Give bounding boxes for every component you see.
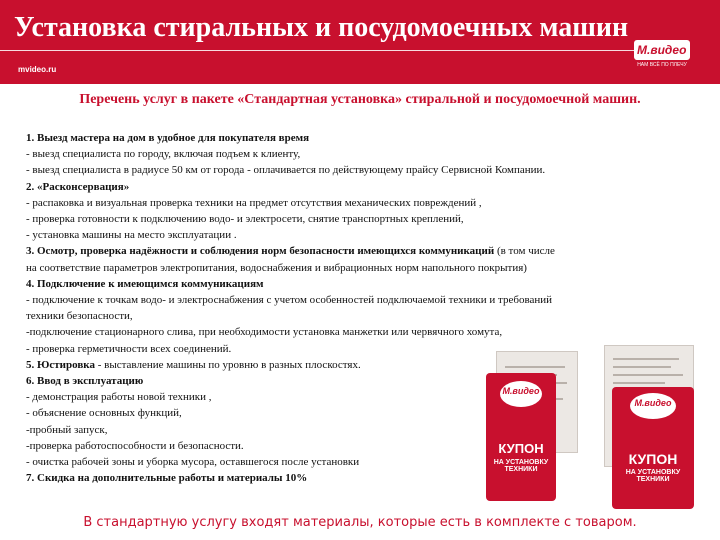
title-underline bbox=[0, 50, 640, 51]
coupon-images bbox=[486, 343, 696, 511]
coupon-title-right: КУПОН bbox=[628, 451, 678, 467]
service-text: - выставление машины по уровню в разных плоскостях. bbox=[94, 358, 361, 371]
service-line bbox=[26, 130, 706, 146]
service-text: техники безопасности, bbox=[26, 310, 133, 323]
service-text: -подключение стационарного слива, при необходимости установка манжетки или червячного хомута, bbox=[26, 326, 503, 339]
service-line bbox=[26, 324, 706, 340]
coupon-logo-right bbox=[630, 393, 676, 419]
footer-note: В стандартную услугу входят материалы, которые есть в комплекте с товаром. bbox=[83, 515, 637, 530]
service-text: - распаковка и визуальная проверка техники на предмет отсутствия механических повреждений , bbox=[26, 196, 482, 209]
service-text: - проверка готовности к подключению водо- и электросети, снятие транспортных креплений, bbox=[26, 213, 464, 226]
service-text: - очистка рабочей зоны и уборка мусора, оставшегося после установки bbox=[26, 456, 360, 469]
service-line bbox=[26, 292, 706, 308]
service-text: - установка машины на место эксплуатации . bbox=[26, 229, 237, 242]
logo-badge bbox=[634, 40, 690, 60]
site-url: mvideo.ru bbox=[18, 65, 57, 74]
brand-logo bbox=[634, 40, 690, 70]
service-text: - выезд специалиста в радиусе 50 км от города - оплачивается по действующему прайсу Сервисной Компании. bbox=[26, 164, 546, 177]
service-line bbox=[26, 179, 706, 195]
service-heading: 2. «Расконсервация» bbox=[26, 180, 130, 193]
coupon-logo-left bbox=[500, 381, 542, 407]
coupon-card-right bbox=[612, 387, 694, 509]
coupon-logo-left-text: М.видео bbox=[502, 386, 540, 396]
coupon-card-left bbox=[486, 373, 556, 501]
services-subtitle: Перечень услуг в пакете «Стандартная установка» стиральной и посудомоечной машин. bbox=[79, 92, 641, 107]
service-text: на соответствие параметров электропитания, водоснабжения и вибрационных норм напольного покрытия) bbox=[26, 261, 527, 274]
service-line bbox=[26, 146, 706, 162]
service-text: - выезд специалиста по городу, включая подъем к клиенту, bbox=[26, 148, 301, 161]
service-line bbox=[26, 211, 706, 227]
service-line bbox=[26, 276, 706, 292]
service-text: - демонстрация работы новой техники , bbox=[26, 391, 212, 404]
service-heading: 3. Осмотр, проверка надёжности и соблюдения норм безопасности имеющихся коммуникаций bbox=[26, 245, 495, 258]
service-line bbox=[26, 162, 706, 178]
service-heading: 5. Юстировка bbox=[26, 358, 95, 371]
logo-tagline: НАМ ВСЁ ПО ПЛЕЧУ bbox=[637, 62, 687, 68]
service-text: -пробный запуск, bbox=[26, 423, 108, 436]
service-line bbox=[26, 308, 706, 324]
service-text: - проверка герметичности всех соединений. bbox=[26, 342, 232, 355]
coupon-subtitle-right: НА УСТАНОВКУ ТЕХНИКИ bbox=[625, 469, 681, 483]
coupon-subtitle-left: НА УСТАНОВКУ ТЕХНИКИ bbox=[493, 459, 549, 473]
coupon-title-left: КУПОН bbox=[498, 441, 544, 456]
service-text: - объяснение основных функций, bbox=[26, 407, 182, 420]
page-title: Установка стиральных и посудомоечных машин bbox=[14, 12, 629, 43]
service-line bbox=[26, 227, 706, 243]
service-heading: 7. Скидка на дополнительные работы и материалы 10% bbox=[26, 472, 308, 485]
service-line bbox=[26, 260, 706, 276]
service-heading: 1. Выезд мастера на дом в удобное для покупателя время bbox=[26, 132, 310, 144]
logo-text: М.видео bbox=[637, 43, 687, 57]
service-line bbox=[26, 195, 706, 211]
service-heading: 4. Подключение к имеющимся коммуникациям bbox=[26, 277, 264, 290]
service-text: - подключение к точкам водо- и электроснабжения с учетом особенностей подключаемой техники и требований bbox=[26, 294, 553, 307]
service-text: -проверка работоспособности и безопасности. bbox=[26, 439, 244, 452]
coupon-logo-right-text: М.видео bbox=[634, 398, 672, 408]
header-bar bbox=[0, 0, 720, 84]
service-text: (в том числе bbox=[494, 245, 555, 258]
service-line bbox=[26, 243, 706, 259]
service-heading: 6. Ввод в эксплуатацию bbox=[26, 375, 144, 388]
